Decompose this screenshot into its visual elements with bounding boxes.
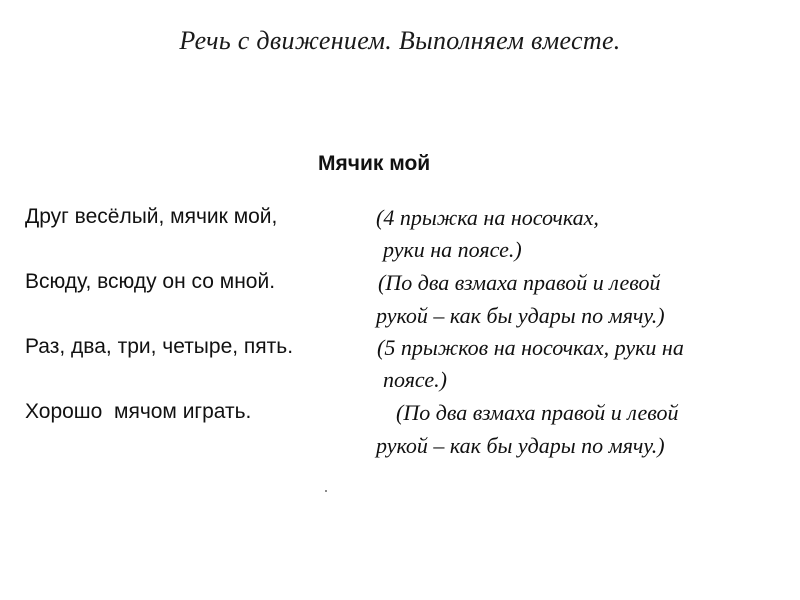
movement-note-4-line-2: рукой – как бы удары по мячу.) xyxy=(376,433,665,458)
scan-speck xyxy=(325,490,327,492)
verse-line-1: Друг весёлый, мячик мой, xyxy=(25,205,278,228)
movement-note-2-line-1: (По два взмаха правой и левой xyxy=(378,270,661,295)
verse-line-2: Всюду, всюду он со мной. xyxy=(25,270,276,293)
movement-note-2-line-2: рукой – как бы удары по мячу.) xyxy=(376,303,665,328)
slide-title: Речь с движением. Выполняем вместе. xyxy=(179,26,621,55)
movement-note-1-line-1: (4 прыжка на носочках, xyxy=(376,205,599,230)
verse-line-4: Хорошо мячом играть. xyxy=(25,400,252,423)
movement-note-3-line-1: (5 прыжков на носочках, руки на xyxy=(377,335,684,360)
movement-note-1-line-2: руки на поясе.) xyxy=(383,237,522,262)
movement-note-4-line-1: (По два взмаха правой и левой xyxy=(396,400,679,425)
poem-title: Мячик мой xyxy=(318,152,431,175)
movement-note-3-line-2: поясе.) xyxy=(383,367,448,392)
verse-line-3: Раз, два, три, четыре, пять. xyxy=(25,335,294,358)
